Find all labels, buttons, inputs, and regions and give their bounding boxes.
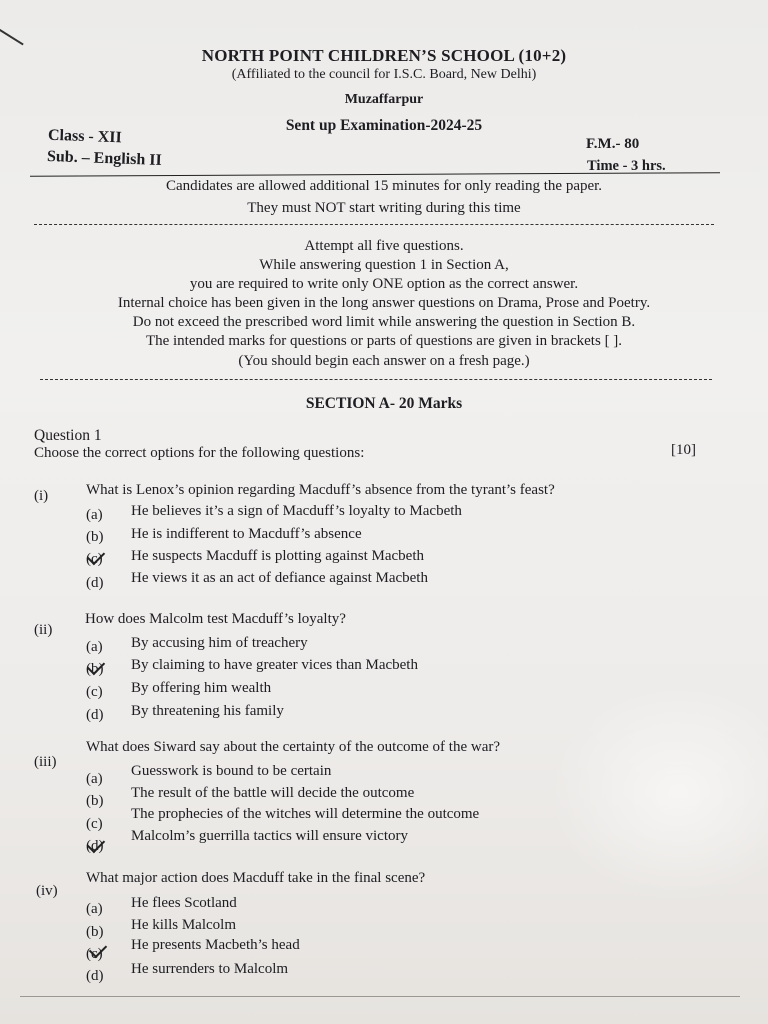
mcq-question: How does Malcolm test Macduff’s loyalty? [85, 611, 346, 627]
option-text: Malcolm’s guerrilla tactics will ensure victory [131, 828, 409, 844]
divider-2 [40, 379, 712, 380]
mcq-number: (iii) [34, 754, 57, 770]
reading-note-2: They must NOT start writing during this time [247, 200, 521, 216]
mcq-number: (i) [34, 488, 49, 504]
instruction-7: (You should begin each answer on a fresh page.) [238, 353, 530, 369]
option-letter: (d) [86, 968, 104, 984]
option-letter: (d) [86, 575, 104, 591]
mcq-number: (ii) [34, 622, 53, 638]
mcq-question: What is Lenox’s opinion regarding Macduff’s absence from the tyrant’s feast? [86, 482, 555, 498]
option-letter: (c) [86, 551, 103, 567]
instruction-2: While answering question 1 in Section A, [259, 257, 509, 273]
light-glare [548, 684, 768, 904]
option-text: The prophecies of the witches will determine the outcome [131, 806, 480, 822]
instruction-3: you are required to write only ONE option as the correct answer. [189, 276, 579, 292]
instruction-1: Attempt all five questions. [304, 238, 464, 254]
option-text: He believes it’s a sign of Macduff’s loyalty to Macbeth [131, 503, 462, 519]
mcq-number: (iv) [36, 883, 58, 899]
option-letter: (a) [86, 901, 103, 917]
option-letter: (c) [86, 946, 103, 962]
option-text: He surrenders to Malcolm [131, 961, 289, 977]
option-text: By accusing him of treachery [131, 635, 308, 651]
option-text: By claiming to have greater vices than Macbeth [131, 657, 418, 673]
option-letter: (a) [86, 507, 103, 523]
option-letter: (b) [86, 661, 104, 677]
class-label: Class - XII [47, 126, 123, 147]
option-letter: (d) [86, 707, 104, 723]
option-text: He views it as an act of defiance against Macbeth [131, 570, 428, 586]
option-letter: (b) [86, 924, 104, 940]
city: Muzaffarpur [344, 92, 424, 107]
option-letter: (c) [86, 684, 103, 700]
option-letter: (b) [86, 529, 104, 545]
reading-note-1: Candidates are allowed additional 15 minutes for only reading the paper. [165, 178, 603, 194]
option-letter: (a) [86, 639, 103, 655]
full-marks: F.M.- 80 [586, 136, 640, 152]
option-text: Guesswork is bound to be certain [131, 763, 332, 779]
question-marks: [10] [671, 442, 696, 458]
option-text: He flees Scotland [131, 895, 237, 911]
time-allowed: Time - 3 hrs. [587, 158, 666, 174]
mcq-question: What does Siward say about the certainty of the outcome of the war? [86, 739, 501, 755]
option-text: The result of the battle will decide the outcome [131, 785, 415, 801]
option-text: By threatening his family [131, 703, 284, 719]
option-letter: (b) [86, 793, 104, 809]
divider-1 [34, 224, 714, 225]
affiliation: (Affiliated to the council for I.S.C. Board, New Delhi) [231, 67, 537, 82]
option-text: By offering him wealth [131, 680, 272, 696]
instruction-5: Do not exceed the prescribed word limit while answering the question in Section B. [132, 314, 636, 330]
option-text: He is indifferent to Macduff’s absence [131, 526, 362, 542]
section-title: SECTION A- 20 Marks [305, 395, 463, 412]
page-edge-line [20, 996, 740, 997]
question-instruction: Choose the correct options for the following questions: [34, 445, 365, 461]
subject-label: Sub. – English II [46, 148, 163, 169]
instruction-4: Internal choice has been given in the long answer questions on Drama, Prose and Poetry. [117, 295, 651, 311]
mcq-question: What major action does Macduff take in the final scene? [86, 870, 426, 886]
question-label: Question 1 [34, 427, 102, 444]
exam-title: Sent up Examination-2024-25 [285, 117, 483, 134]
option-letter: (c) [86, 816, 103, 832]
option-letter: (d) [86, 838, 104, 854]
option-text: He suspects Macduff is plotting against Macbeth [131, 548, 424, 564]
instruction-6: The intended marks for questions or parts of questions are given in brackets [ ]. [145, 333, 623, 349]
page-fold-mark [0, 0, 45, 45]
option-letter: (a) [86, 771, 103, 787]
option-text: He presents Macbeth’s head [131, 937, 300, 953]
school-name: NORTH POINT CHILDREN’S SCHOOL (10+2) [201, 46, 567, 65]
option-text: He kills Malcolm [131, 917, 236, 933]
